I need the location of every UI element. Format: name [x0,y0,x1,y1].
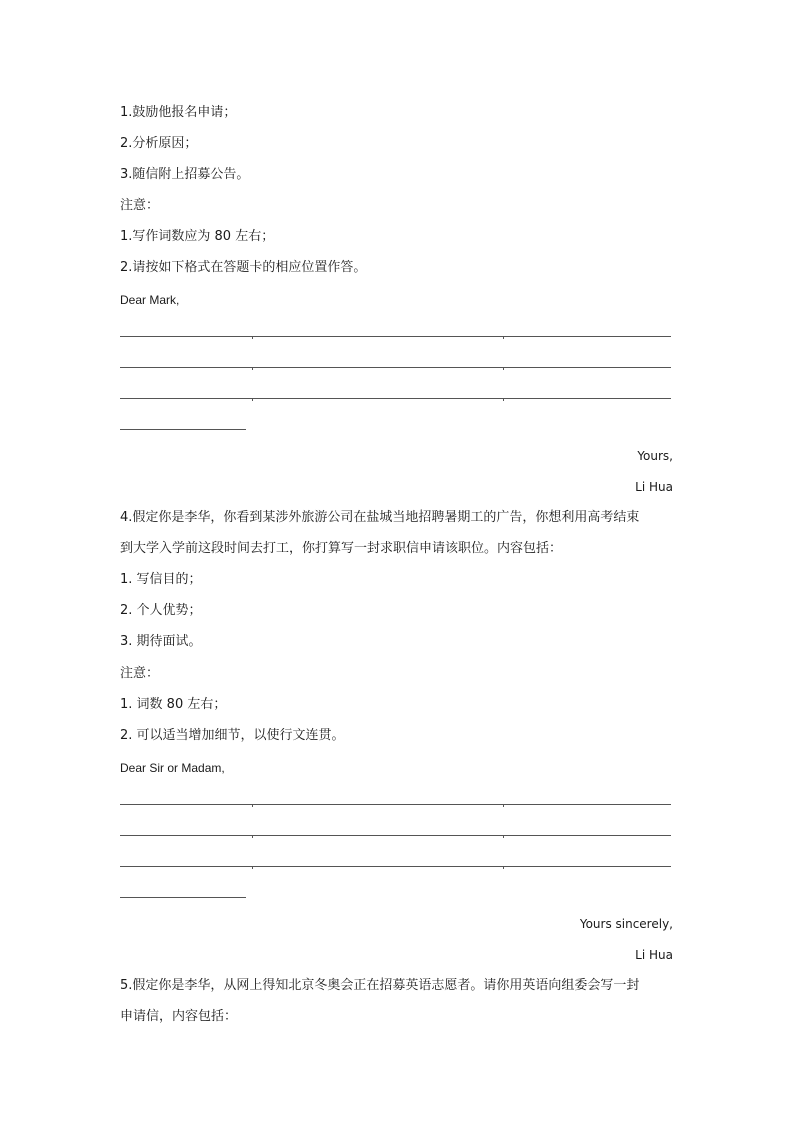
line-tick [503,367,504,370]
answer-line-short [120,897,246,898]
answer-line [120,866,671,867]
question-4-line-2: 到大学入学前这段时间去打工，你打算写一封求职信申请该职位。内容包括： [120,541,563,556]
salutation: Dear Mark, [120,293,180,307]
line-tick [503,835,504,838]
answer-line [120,398,671,399]
requirement-item-3: 3.随信附上招募公告。 [120,167,250,182]
note-item-1: 1. 词数 80 左右； [120,697,227,712]
signature: Li Hua [635,480,673,494]
answer-line [120,336,671,337]
content-item-1: 1. 写信目的； [120,572,202,587]
requirement-item-1: 1.鼓励他报名申请； [120,105,237,120]
line-tick [503,336,504,339]
salutation: Dear Sir or Madam, [120,761,225,775]
signature: Li Hua [635,948,673,962]
requirement-item-2: 2.分析原因； [120,136,198,151]
line-tick [503,398,504,401]
answer-line-short [120,429,246,430]
line-tick [252,398,253,401]
question-4-line-1: 4.假定你是李华，你看到某涉外旅游公司在盐城当地招聘暑期工的广告，你想利用高考结束 [120,510,640,525]
closing: Yours sincerely, [579,917,673,931]
line-tick [252,336,253,339]
line-tick [252,835,253,838]
line-tick [252,367,253,370]
line-tick [252,804,253,807]
note-item-2: 2. 可以适当增加细节，以使行文连贯。 [120,728,345,743]
note-item-1: 1.写作词数应为 80 左右； [120,229,275,244]
note-item-2: 2.请按如下格式在答题卡的相应位置作答。 [120,260,367,275]
closing: Yours, [637,449,673,463]
answer-line [120,367,671,368]
question-5-line-2: 申请信，内容包括： [120,1009,238,1024]
line-tick [503,866,504,869]
line-tick [252,866,253,869]
note-label: 注意： [120,198,160,213]
content-item-3: 3. 期待面试。 [120,634,202,649]
answer-line [120,835,671,836]
line-tick [503,804,504,807]
note-label: 注意： [120,666,160,681]
question-5-line-1: 5.假定你是李华，从网上得知北京冬奥会正在招募英语志愿者。请你用英语向组委会写一封 [120,978,640,993]
content-item-2: 2. 个人优势； [120,603,202,618]
answer-line [120,804,671,805]
